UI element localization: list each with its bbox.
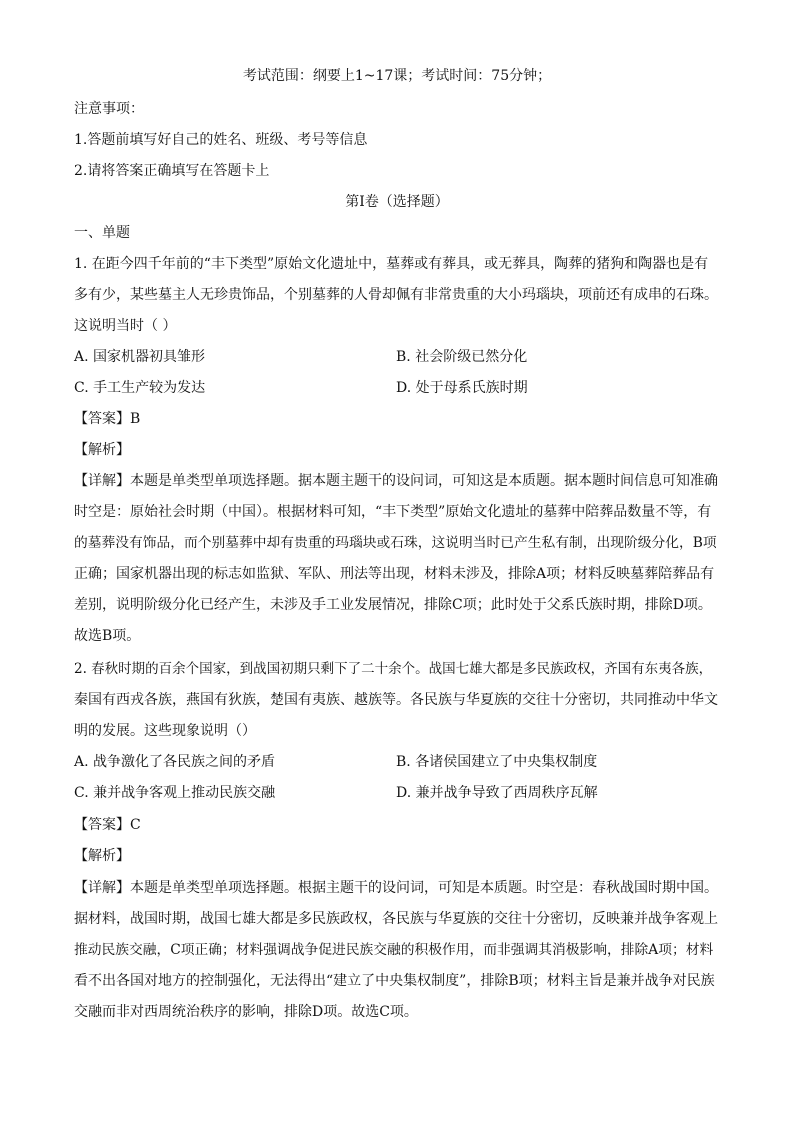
q2-option-c: C. 兼并战争客观上推动民族交融 <box>74 785 276 801</box>
q1-option-d: D. 处于母系氏族时期 <box>396 380 528 396</box>
q2-detail-line-1: 【详解】本题是单类型单项选择题。根据主题干的设问词，可知是本质题。时空是：春秋战国时期中国。 <box>74 880 718 896</box>
q1-detail-line-5: 差别，说明阶级分化已经产生，未涉及手工业发展情况，排除C项；此时处于父系氏族时期，排除D项。 <box>74 597 712 613</box>
notice-item-1: 1.答题前填写好自己的姓名、班级、考号等信息 <box>74 132 368 148</box>
q2-option-a: A. 战争激化了各民族之间的矛盾 <box>74 754 276 770</box>
q2-stem-line-3: 明的发展。这些现象说明（） <box>74 723 256 739</box>
q1-detail-line-1: 【详解】本题是单类型单项选择题。据本题主题干的设问词，可知这是本质题。据本题时间信息可知准确 <box>74 473 718 489</box>
notice-item-2: 2.请将答案正确填写在答题卡上 <box>74 163 270 179</box>
q2-analysis-label: 【解析】 <box>74 848 130 864</box>
q1-answer: 【答案】B <box>74 411 141 427</box>
notice-title: 注意事项： <box>74 101 144 117</box>
q1-stem-line-3: 这说明当时（ ） <box>74 318 177 334</box>
exam-scope: 考试范围：纲要上1~17课；考试时间：75分钟； <box>242 68 552 84</box>
q2-option-b: B. 各诸侯国建立了中央集权制度 <box>396 754 598 770</box>
q1-detail-line-3: 的墓葬没有饰品，而个别墓葬中却有贵重的玛瑙块或石珠，这说明当时已产生私有制，出现阶级分化，B项 <box>74 535 717 551</box>
q2-detail-line-4: 看不出各国对地方的控制强化，无法得出“建立了中央集权制度”，排除B项；材料主旨是兼并战争对民族 <box>74 973 715 989</box>
q1-option-a: A. 国家机器初具雏形 <box>74 349 206 365</box>
section-title: 第I卷（选择题） <box>345 194 449 210</box>
q2-stem-line-1: 2. 春秋时期的百余个国家，到战国初期只剩下了二十余个。战国七雄大都是多民族政权，齐国有东夷各族， <box>74 661 713 677</box>
q1-option-c: C. 手工生产较为发达 <box>74 380 206 396</box>
q2-stem-line-2: 秦国有西戎各族，燕国有狄族，楚国有夷族、越族等。各民族与华夏族的交往十分密切，共同推动中华文 <box>74 692 718 708</box>
q1-detail-line-4: 正确；国家机器出现的标志如监狱、军队、刑法等出现，材料未涉及，排除A项；材料反映墓葬陪葬品有 <box>74 566 715 582</box>
q1-option-b: B. 社会阶级已然分化 <box>396 349 528 365</box>
q2-detail-line-5: 交融而非对西周统治秩序的影响，排除D项。故选C项。 <box>74 1004 418 1020</box>
q1-detail-line-2: 时空是：原始社会时期（中国）。根据材料可知，“丰下类型”原始文化遗址的墓葬中陪葬品数量不等，有 <box>74 504 712 520</box>
part-title: 一、单题 <box>74 225 130 241</box>
q2-detail-line-2: 据材料，战国时期，战国七雄大都是多民族政权，各民族与华夏族的交往十分密切，反映兼并战争客观上 <box>74 911 718 927</box>
q1-stem-line-1: 1. 在距今四千年前的“丰下类型”原始文化遗址中，墓葬或有葬具，或无葬具，陶葬的猪狗和陶器也是有 <box>74 256 709 272</box>
q1-detail-line-6: 故选B项。 <box>74 628 141 644</box>
q1-analysis-label: 【解析】 <box>74 442 130 458</box>
q2-answer: 【答案】C <box>74 817 141 833</box>
q2-detail-line-3: 推动民族交融，C项正确；材料强调战争促进民族交融的积极作用，而非强调其消极影响，排除A项；材料 <box>74 942 714 958</box>
q2-option-d: D. 兼并战争导致了西周秩序瓦解 <box>396 785 598 801</box>
q1-stem-line-2: 多有少，某些墓主人无珍贵饰品，个别墓葬的人骨却佩有非常贵重的大小玛瑙块，项前还有成串的石珠。 <box>74 287 718 303</box>
